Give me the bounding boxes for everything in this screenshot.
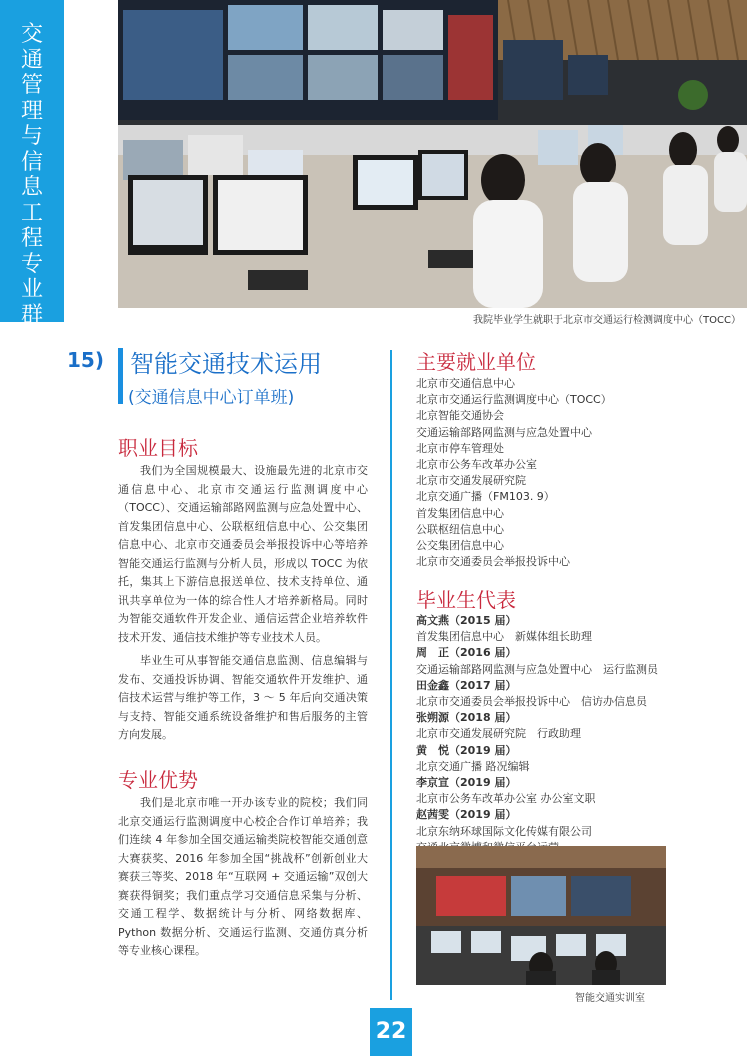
rep-desc: 北京市交通委员会举报投诉中心 信访办信息员	[416, 695, 647, 709]
rep-header: 田金鑫（2017 届）	[416, 678, 517, 692]
rep-header: 高文燕（2015 届）	[416, 614, 517, 627]
rep-header: 张朔源（2018 届）	[416, 711, 517, 725]
control-room-photo	[118, 0, 747, 308]
employer-item: 北京交通广播（FM103. 9）	[416, 490, 555, 504]
employer-item: 首发集团信息中心	[416, 506, 504, 520]
employer-item: 北京智能交通协会	[416, 409, 504, 423]
rep-header: 赵茜雯（2019 届）	[416, 808, 517, 822]
career-goal-heading: 职业目标	[118, 436, 198, 460]
rep-desc: 北京交通广播 路况编辑	[416, 759, 530, 773]
rep-header: 李京宣（2019 届）	[416, 776, 517, 790]
training-room-photo	[416, 846, 666, 985]
rep-desc: 交通运输部路网监测与应急处置中心 运行监测员	[416, 662, 658, 676]
rep-desc: 北京市公务车改革办公室 办公室文职	[416, 792, 596, 806]
section-number: 15)	[67, 348, 104, 372]
section-side-tab	[0, 0, 64, 328]
employer-item: 北京市交通委员会举报投诉中心	[416, 555, 570, 569]
page-number: 22	[370, 1008, 412, 1056]
top-photo-caption: 我院毕业学生就职于北京市交通运行检测调度中心（TOCC）	[473, 315, 741, 326]
advantage-heading: 专业优势	[118, 768, 198, 792]
rep-desc: 首发集团信息中心 新媒体组长助理	[416, 630, 592, 644]
representatives-heading: 毕业生代表	[416, 588, 516, 612]
career-goal-paragraph-2: 毕业生可从事智能交通信息监测、信息编辑与发布、交通投诉协调、智能交通软件开发维护、通信技术运营与维护等工作，3 ～ 5 年后向交通决策与支持、智能交通系统设备维护和售后服务的主管方向发展。	[118, 654, 368, 741]
employer-item: 交通运输部路网监测与应急处置中心	[416, 425, 592, 439]
rep-header: 黄 悦（2019 届）	[416, 743, 517, 757]
section-title: 智能交通技术运用	[130, 350, 322, 378]
representatives-list	[416, 613, 736, 856]
control-room-illustration	[118, 0, 747, 308]
employer-item: 北京市公务车改革办公室	[416, 458, 537, 472]
bottom-photo-caption: 智能交通实训室	[575, 993, 645, 1004]
career-goal-paragraph-1: 我们为全国规模最大、设施最先进的北京市交通信息中心、北京市交通运行监测调度中心（TOCC）、交通运输部路网监测与应急处置中心、首发集团信息中心、公联枢纽信息中心、公交集团信息中心、北京市交通委员会举报投诉中心等培养智能交通运行监测与分析人员，形成以 TOCC 为依托，集其上下游信息报送单位、技术支持单位、通讯共享单位为一体的综合性人才培养新格局。同时为智能交通软件开发企业、通信运营企业培养软件技术开发、通信技术维护等专业技术人员。	[118, 464, 368, 644]
rep-desc: 北京东纳环球国际文化传媒有限公司	[416, 824, 592, 838]
employer-item: 公联枢纽信息中心	[416, 522, 504, 536]
employer-item: 北京市交通发展研究院	[416, 474, 526, 488]
training-room-illustration	[416, 846, 666, 985]
employer-item: 北京市交通运行监测调度中心（TOCC）	[416, 393, 612, 407]
section-subtitle: (交通信息中心订单班)	[128, 388, 295, 408]
employers-heading: 主要就业单位	[416, 350, 536, 374]
employer-item: 公交集团信息中心	[416, 539, 504, 553]
section-title-bar	[118, 348, 123, 404]
employers-list	[416, 376, 736, 570]
employer-item: 北京市交通信息中心	[416, 377, 515, 390]
rep-header: 周 正（2016 届）	[416, 646, 517, 660]
advantage-paragraph: 我们是北京市唯一开办该专业的院校；我们同北京交通运行监测调度中心校企合作订单培养；我们连续 4 年参加全国交通运输类院校智能交通创意大赛获奖、2016 年参加全国“挑战杯”创新创业大赛获三等奖、2018 年“互联网 + 交通运输”双创大赛获得铜奖；我们重点学习交通信息采集与分析、交通工程学、数据统计与分析、网络数据库、Python 数据分析、交通运行监测、交通仿真分析等专业核心课程。	[118, 796, 368, 957]
side-tab-label: 交通管理与信息工程专业群	[20, 22, 43, 328]
rep-desc: 北京市交通发展研究院 行政助理	[416, 727, 581, 741]
column-divider	[390, 350, 392, 1000]
employer-item: 北京市停车管理处	[416, 441, 504, 455]
